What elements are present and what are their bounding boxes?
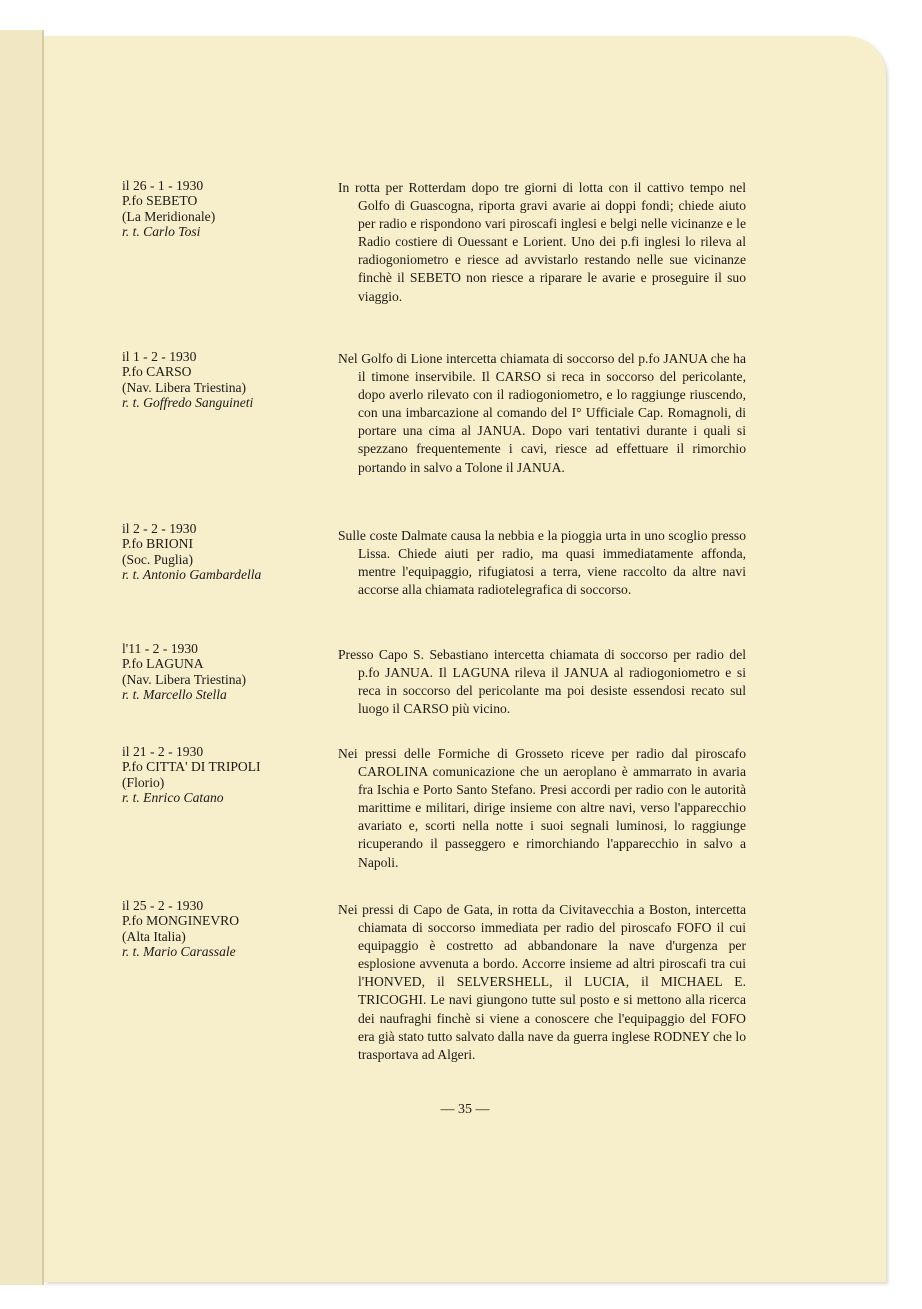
entry-ship: P.fo SEBETO: [122, 193, 198, 209]
entry-description: [338, 745, 746, 872]
page-number: — 35 —: [440, 1102, 490, 1117]
entry-ship: P.fo CITTA' DI TRIPOLI: [122, 759, 261, 775]
entry-company: (Soc. Puglia): [122, 551, 193, 567]
entry-text: Nei pressi delle Formiche di Grosseto riceve per radio dal piroscafo CAROLINA comunicazione che un aeroplano è ammarrato in avaria fra Ischia e Porto Santo Stefano. Presi accordi per radio con le autorità marittime e militari, dirige insieme con altre navi, verso l'apparecchio avariato e, scorti nella notte i suoi segnali luminosi, lo raggiunge ricuperando il passeggero e rimorchiando l'apparecchio in salvo a Napoli.: [338, 746, 746, 870]
entry-ship: P.fo CARSO: [122, 364, 192, 380]
entry-operator: r. t. Carlo Tosi: [122, 224, 201, 240]
entry-operator: r. t. Goffredo Sanguineti: [122, 395, 254, 411]
entry-meta: [122, 349, 332, 411]
entry-meta: [122, 521, 332, 583]
entry-description: [338, 646, 746, 718]
entry-ship: P.fo BRIONI: [122, 536, 193, 552]
entry-description: [338, 527, 746, 599]
entry-company: (Nav. Libera Triestina): [122, 671, 247, 687]
entry-meta: [122, 898, 332, 960]
entry-operator: r. t. Enrico Catano: [122, 790, 224, 806]
entry-text: Sulle coste Dalmate causa la nebbia e la pioggia urta in uno scoglio presso Lissa. Chiede aiuti per radio, ma quasi immediatamente affonda, mentre l'equipaggio, rifugiatosi a terra, viene raccolto da altre navi accorse alla chiamata radiotelegrafica di soccorso.: [338, 528, 746, 598]
entry-operator: r. t. Mario Carassale: [122, 944, 236, 960]
entry-ship: P.fo LAGUNA: [122, 656, 204, 672]
entry-date: il 26 - 1 - 1930: [122, 178, 204, 193]
entry-description: [338, 901, 746, 1064]
entry-date: l'11 - 2 - 1930: [122, 641, 198, 656]
entry-company: (Alta Italia): [122, 928, 186, 944]
entry-meta: [122, 178, 332, 240]
entry-company: (La Meridionale): [122, 208, 216, 224]
entry-date: il 25 - 2 - 1930: [122, 898, 204, 913]
entry-operator: r. t. Marcello Stella: [122, 687, 227, 703]
entry-meta: [122, 641, 332, 703]
entry-meta: [122, 744, 332, 806]
entry-ship: P.fo MONGINEVRO: [122, 913, 240, 929]
entry-text: In rotta per Rotterdam dopo tre giorni di lotta con il cattivo tempo nel Golfo di Guascogna, riporta gravi avarie ai doppi fondi; chiede aiuto per radio e rispondono vari piroscafi inglesi e belgi nelle vicinanze e le Radio costiere di Ouessant e Lorient. Uno dei p.fi inglesi lo rileva al radiogoniometro e riesce ad avvistarlo restando nelle sue vicinanze finchè il SEBETO non riesce a riparare le avarie e proseguire il suo viaggio.: [338, 180, 746, 304]
book-page: [44, 36, 886, 1282]
previous-page-edge: [0, 30, 44, 1285]
entry-description: [338, 179, 746, 306]
entry-company: (Florio): [122, 774, 165, 790]
entry-text: Nei pressi di Capo de Gata, in rotta da Civitavecchia a Boston, intercetta chiamata di soccorso immediata per radio del piroscafo FOFO il cui equipaggio è costretto ad abbandonare la nave d'urgenza per esplosione avvenuta a bordo. Accorre insieme ad altri piroscafi tra cui l'HONVED, il SELVERSHELL, il LUCIA, il MICHAEL E. TRICOGHI. Le navi giungono tutte sul posto e si mettono alla ricerca dei naufraghi finchè si viene a conoscere che l'equipaggio del FOFO era già stato tutto salvato dalla nave da guerra inglese RODNEY che lo trasportava ad Algeri.: [338, 902, 746, 1062]
entry-date: il 2 - 2 - 1930: [122, 521, 197, 536]
entry-date: il 1 - 2 - 1930: [122, 349, 197, 364]
entry-text: Nel Golfo di Lione intercetta chiamata di soccorso del p.fo JANUA che ha il timone inservibile. Il CARSO si reca in soccorso del pericolante, dopo averlo rilevato con il radiogoniometro, e lo raggiunge riuscendo, con una imbarcazione al comando del I° Ufficiale Cap. Romagnoli, di portare una cima al JANUA. Dopo vari tentativi durante i quali si spezzano frequentemente i cavi, riesce ad effettuare il rimorchio portando in salvo a Tolone il JANUA.: [338, 351, 746, 475]
entry-date: il 21 - 2 - 1930: [122, 744, 204, 759]
entry-description: [338, 350, 746, 477]
entry-text: Presso Capo S. Sebastiano intercetta chiamata di soccorso per radio del p.fo JANUA. Il LAGUNA rileva il JANUA al radiogoniometro e si reca in soccorso del pericolante ma poi desiste essendosi recato sul luogo il CARSO più vicino.: [338, 647, 746, 717]
entry-company: (Nav. Libera Triestina): [122, 379, 247, 395]
entry-operator: r. t. Antonio Gambardella: [122, 567, 262, 583]
